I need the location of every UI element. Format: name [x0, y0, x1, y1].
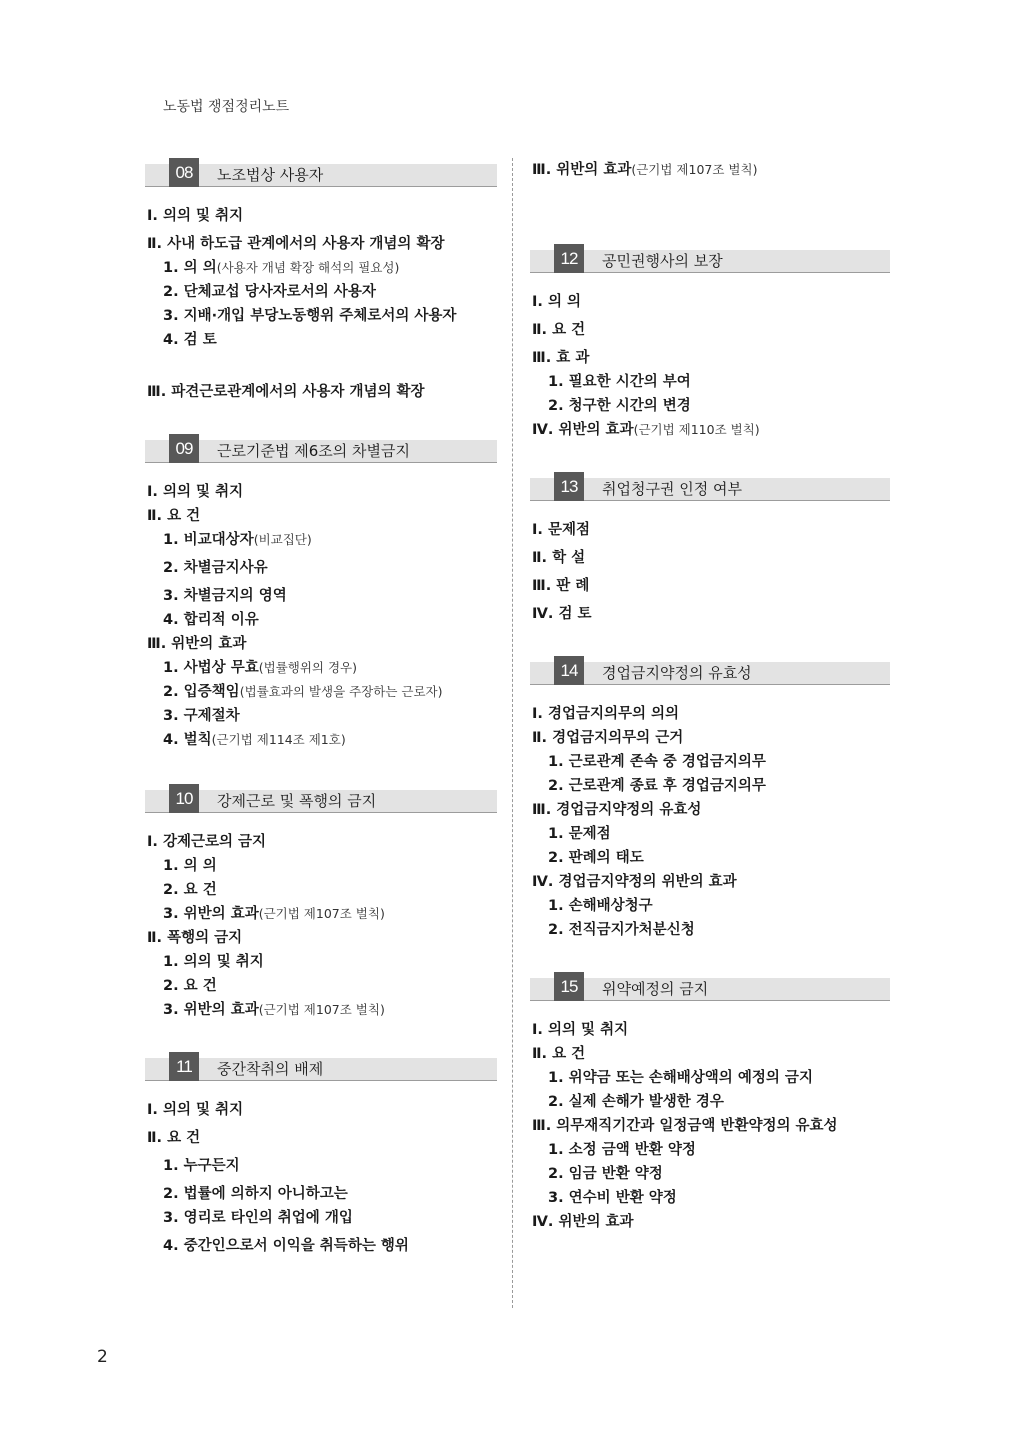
section-number-badge: 13: [554, 472, 584, 501]
section-heading: [530, 972, 890, 1000]
outline-subitem: 3. 구제절차: [163, 708, 240, 724]
outline-item: Ⅳ. 검 토: [532, 606, 592, 622]
running-header: 노동법 쟁점정리노트: [163, 99, 290, 115]
outline-subitem: 3. 차별금지의 영역: [163, 588, 287, 604]
outline-subitem: 1. 손해배상청구: [548, 898, 653, 914]
section-heading: [530, 656, 890, 684]
page-number: 2: [97, 1347, 108, 1367]
section-heading: [145, 434, 497, 462]
section-title: 노조법상 사용자: [217, 166, 324, 184]
section-13: [530, 472, 890, 626]
subitem-label: 3. 위반의 효과: [163, 906, 259, 922]
item-note: (근기법 제107조 벌칙): [631, 162, 758, 177]
outline-subitem: 3. 연수비 반환 약정: [548, 1190, 677, 1206]
outline-item: Ⅲ. 의무재직기간과 일정금액 반환약정의 유효성: [532, 1118, 838, 1134]
outline-item: Ⅰ. 경업금지의무의 의의: [532, 706, 680, 722]
subitem-note: (비교집단): [253, 532, 312, 547]
outline-subitem: 1. 의의 및 취지: [163, 954, 264, 970]
section-title: 중간착취의 배제: [217, 1060, 324, 1078]
outline-item: Ⅲ. 위반의 효과: [147, 636, 247, 652]
section-heading: [530, 244, 890, 272]
outline-subitem: 2. 근로관계 종료 후 경업금지의무: [548, 778, 766, 794]
outline-subitem: 4. 중간인으로서 이익을 취득하는 행위: [163, 1238, 409, 1254]
outline-subitem: 1. 위약금 또는 손해배상액의 예정의 금지: [548, 1070, 813, 1086]
subitem-note: (근기법 제107조 벌칙): [258, 1002, 385, 1017]
outline-item: Ⅱ. 요 건: [532, 322, 586, 338]
subitem-note: (사용자 개념 확장 해석의 필요성): [216, 260, 400, 275]
outline-subitem: 4. 검 토: [163, 332, 217, 348]
outline-subitem: 1. 소정 금액 반환 약정: [548, 1142, 696, 1158]
section-title: 근로기준법 제6조의 차별금지: [217, 442, 410, 460]
section-heading: [145, 784, 497, 812]
subitem-note: (근기법 제107조 벌칙): [258, 906, 385, 921]
outline-item: Ⅰ. 의의 및 취지: [147, 208, 244, 224]
left-column: [145, 158, 497, 1258]
subitem-note: (근기법 제114조 제1호): [211, 732, 346, 747]
outline-subitem: 2. 전직금지가처분신청: [548, 922, 695, 938]
subitem-label: 1. 사법상 무효: [163, 660, 259, 676]
outline-subitem: 2. 판례의 태도: [548, 850, 644, 866]
outline-subitem: 2. 요 건: [163, 882, 217, 898]
outline-subitem: 2. 요 건: [163, 978, 217, 994]
section-title: 공민권행사의 보장: [602, 252, 723, 270]
subitem-label: 4. 벌칙: [163, 732, 212, 748]
section-title: 경업금지약정의 유효성: [602, 664, 752, 682]
section-title: 위약예정의 금지: [602, 980, 709, 998]
section-11: [145, 1052, 497, 1258]
section-09: [145, 434, 497, 752]
section-number-badge: 15: [554, 972, 584, 1001]
outline-subitem: [145, 256, 497, 280]
outline-item: Ⅳ. 위반의 효과: [532, 1214, 634, 1230]
outline-subitem: 2. 단체교섭 당사자로서의 사용자: [163, 284, 376, 300]
outline-subitem: [145, 528, 497, 552]
outline-subitem: 3. 영리로 타인의 취업에 개입: [163, 1210, 353, 1226]
section-number-badge: 12: [554, 244, 584, 273]
section-heading: [530, 472, 890, 500]
section-heading: [145, 158, 497, 186]
section-10: [145, 784, 497, 1022]
section-number-badge: 10: [169, 784, 199, 813]
outline-item: Ⅰ. 의의 및 취지: [532, 1022, 629, 1038]
section-title: 취업청구권 인정 여부: [602, 480, 742, 498]
outline-item: Ⅱ. 경업금지의무의 근거: [532, 730, 684, 746]
outline-item: Ⅱ. 요 건: [147, 508, 201, 524]
outline-item: Ⅰ. 의 의: [532, 294, 582, 310]
outline-item: Ⅱ. 요 건: [147, 1130, 201, 1146]
section-number-badge: 14: [554, 656, 584, 685]
outline-item: Ⅰ. 강제근로의 금지: [147, 834, 267, 850]
outline-item: Ⅰ. 의의 및 취지: [147, 1102, 244, 1118]
subitem-label: 2. 입증책임: [163, 684, 240, 700]
section-number-badge: 09: [169, 434, 199, 463]
outline-subitem: 2. 실제 손해가 발생한 경우: [548, 1094, 724, 1110]
outline-item: Ⅰ. 의의 및 취지: [147, 484, 244, 500]
subitem-label: 1. 비교대상자: [163, 532, 254, 548]
section-08: [145, 158, 497, 404]
outline-subitem: 2. 임금 반환 약정: [548, 1166, 663, 1182]
outline-item: Ⅱ. 학 설: [532, 550, 586, 566]
section-12: [530, 244, 890, 442]
item-label: Ⅳ. 위반의 효과: [532, 422, 634, 438]
subitem-label: 3. 위반의 효과: [163, 1002, 259, 1018]
outline-subitem: 1. 필요한 시간의 부여: [548, 374, 691, 390]
item-note: (근기법 제110조 벌칙): [633, 422, 760, 437]
section-heading: [145, 1052, 497, 1080]
section-14: [530, 656, 890, 942]
subitem-note: (법률행위의 경우): [258, 660, 357, 675]
outline-subitem: 3. 지배·개입 부당노동행위 주체로서의 사용자: [163, 308, 457, 324]
outline-subitem: 1. 누구든지: [163, 1158, 240, 1174]
outline-subitem: [145, 998, 497, 1022]
outline-subitem: [145, 680, 497, 704]
heading-band: [530, 978, 890, 1001]
section-title: 강제근로 및 폭행의 금지: [217, 792, 377, 810]
outline-item: Ⅲ. 경업금지약정의 유효성: [532, 802, 702, 818]
outline-item: Ⅲ. 효 과: [532, 350, 590, 366]
outline-item: Ⅳ. 경업금지약정의 위반의 효과: [532, 874, 737, 890]
outline-subitem: 2. 법률에 의하지 아니하고는: [163, 1186, 348, 1202]
outline-item: [530, 418, 890, 442]
section-15: [530, 972, 890, 1234]
outline-item: [530, 158, 890, 182]
outline-item: Ⅲ. 판 례: [532, 578, 590, 594]
column-divider: [512, 158, 513, 1308]
section-number-badge: 11: [169, 1052, 199, 1081]
item-label: Ⅲ. 위반의 효과: [532, 162, 632, 178]
outline-subitem: [145, 728, 497, 752]
outline-subitem: [145, 902, 497, 926]
outline-subitem: 2. 차별금지사유: [163, 560, 268, 576]
outline-subitem: 1. 근로관계 존속 중 경업금지의무: [548, 754, 766, 770]
outline-subitem: 1. 의 의: [163, 858, 217, 874]
outline-item: Ⅱ. 요 건: [532, 1046, 586, 1062]
right-column: [530, 158, 890, 1234]
outline-item: Ⅱ. 사내 하도급 관계에서의 사용자 개념의 확장: [147, 236, 445, 252]
outline-item: Ⅱ. 폭행의 금지: [147, 930, 243, 946]
outline-subitem: 2. 청구한 시간의 변경: [548, 398, 691, 414]
outline-item: Ⅲ. 파견근로관계에서의 사용자 개념의 확장: [147, 384, 425, 400]
outline-item: Ⅰ. 문제점: [532, 522, 590, 538]
outline-subitem: [145, 656, 497, 680]
subitem-label: 1. 의 의: [163, 260, 217, 276]
subitem-note: (법률효과의 발생을 주장하는 근로자): [239, 684, 443, 699]
section-number-badge: 08: [169, 158, 199, 187]
outline-subitem: 1. 문제점: [548, 826, 611, 842]
outline-subitem: 4. 합리적 이유: [163, 612, 259, 628]
